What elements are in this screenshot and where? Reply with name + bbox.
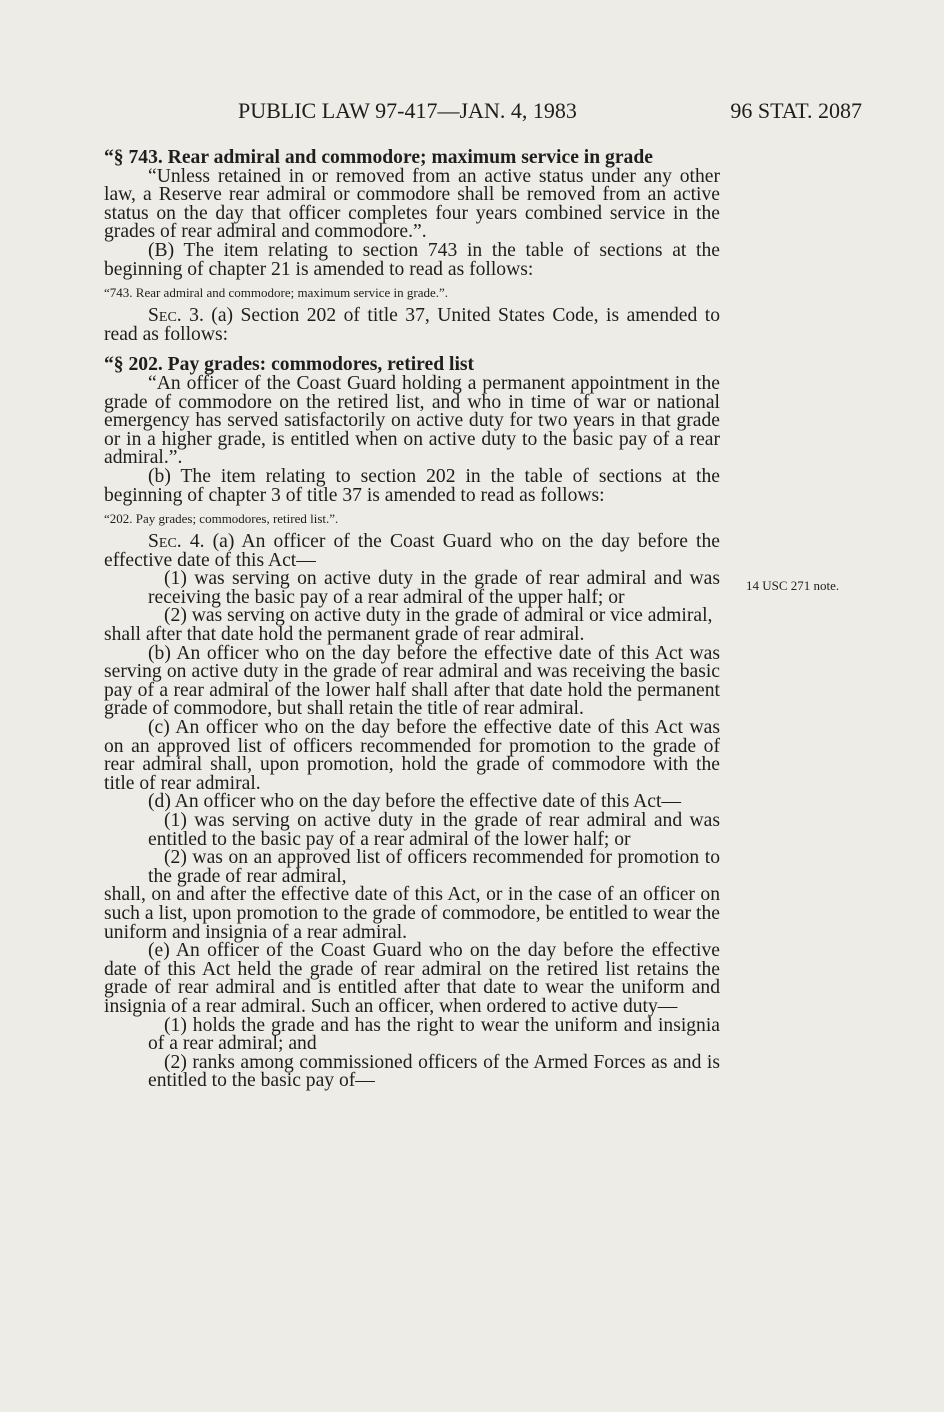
statute-page-number: 96 STAT. 2087 [730, 98, 862, 123]
section-743-text: “Unless retained in or removed from an active status under any other law, a Reserve rear admiral or commodore shall be removed from an active status on the day that officer completes four years combined service in the grades of rear admiral and commodore.”. [104, 165, 720, 243]
section-4d: (d) An officer who on the day before the effective date of this Act— [148, 791, 682, 813]
section-4c: (c) An officer who on the day before the effective date of this Act was on an approved list of officers recommended for promotion to the grade of rear admiral shall, upon promotion, hold the grade of commodore with the title of rear admiral. [104, 717, 720, 794]
body-text-column [104, 146, 720, 1091]
section-4a-1: (1) was serving on active duty in the grade of rear admiral and was receiving the basic pay of a rear admiral of the upper half; or [148, 568, 720, 608]
table-item-amendment-743: (B) The item relating to section 743 in the table of sections at the beginning of chapter 21 is amended to read as follows: [104, 239, 720, 280]
table-entry-202: “202. Pay grades; commodores, retired list.”. [104, 511, 339, 527]
section-202-heading: “§ 202. Pay grades: commodores, retired list [104, 354, 475, 376]
sec-label: Sec. [148, 531, 182, 553]
section-4a-2: (2) was serving on active duty in the grade of admiral or vice admiral, [164, 605, 713, 627]
section-4d-1: (1) was serving on active duty in the grade of rear admiral and was entitled to the basic pay of a rear admiral of the lower half; or [148, 810, 720, 850]
section-4a-close: shall after that date hold the permanent grade of rear admiral. [104, 624, 585, 646]
section-4e-1: (1) holds the grade and has the right to wear the uniform and insignia of a rear admiral; and [148, 1014, 720, 1055]
section-4e: (e) An officer of the Coast Guard who on the day before the effective date of this Act held the grade of rear admiral on the retired list retains the grade of rear admiral and is entitled after that date to wear the uniform and insignia of a rear admiral. Such an officer, when ordered to active duty— [104, 940, 720, 1017]
section-4b: (b) An officer who on the day before the effective date of this Act was serving on active duty in the grade of rear admiral and was receiving the basic pay of a rear admiral of the lower half shall after that date hold the permanent grade of commodore, but shall retain the title of rear admiral. [104, 642, 720, 720]
section-4a-text: 4. (a) An officer of the Coast Guard who on the day before the effective date of this Act— [104, 531, 720, 571]
sec-label: Sec. [148, 305, 182, 327]
table-item-amendment-202: (b) The item relating to section 202 in the table of sections at the beginning of chapter 3 of title 37 is amended to read as follows: [104, 465, 720, 506]
section-3-text: 3. (a) Section 202 of title 37, United States Code, is amended to read as follows: [104, 305, 720, 345]
margin-note: 14 USC 271 note. [746, 578, 840, 593]
section-743-heading: “§ 743. Rear admiral and commodore; maximum service in grade [104, 147, 653, 168]
section-3-intro [104, 307, 720, 344]
section-4-intro [104, 533, 720, 570]
law-title: PUBLIC LAW 97-417—JAN. 4, 1983 [238, 98, 577, 123]
section-4e-2: (2) ranks among commissioned officers of the Armed Forces as and is entitled to the basic pay of— [148, 1051, 720, 1092]
section-4d-close: shall, on and after the effective date of this Act, or in the case of an officer on such a list, upon promotion to the grade of commodore, be entitled to wear the uniform and insignia of a rear admiral. [104, 884, 720, 943]
section-202-text: “An officer of the Coast Guard holding a permanent appointment in the grade of commodore on the retired list, and who in time of war or national emergency has served satisfactorily on active duty for two years in that grade or in a higher grade, is entitled when on active duty to the basic pay of a rear admiral.”. [104, 372, 720, 469]
running-header [0, 96, 944, 126]
table-entry-743: “743. Rear admiral and commodore; maximum service in grade.”. [104, 285, 449, 301]
section-4d-2: (2) was on an approved list of officers recommended for promotion to the grade of rear admiral, [148, 847, 720, 887]
